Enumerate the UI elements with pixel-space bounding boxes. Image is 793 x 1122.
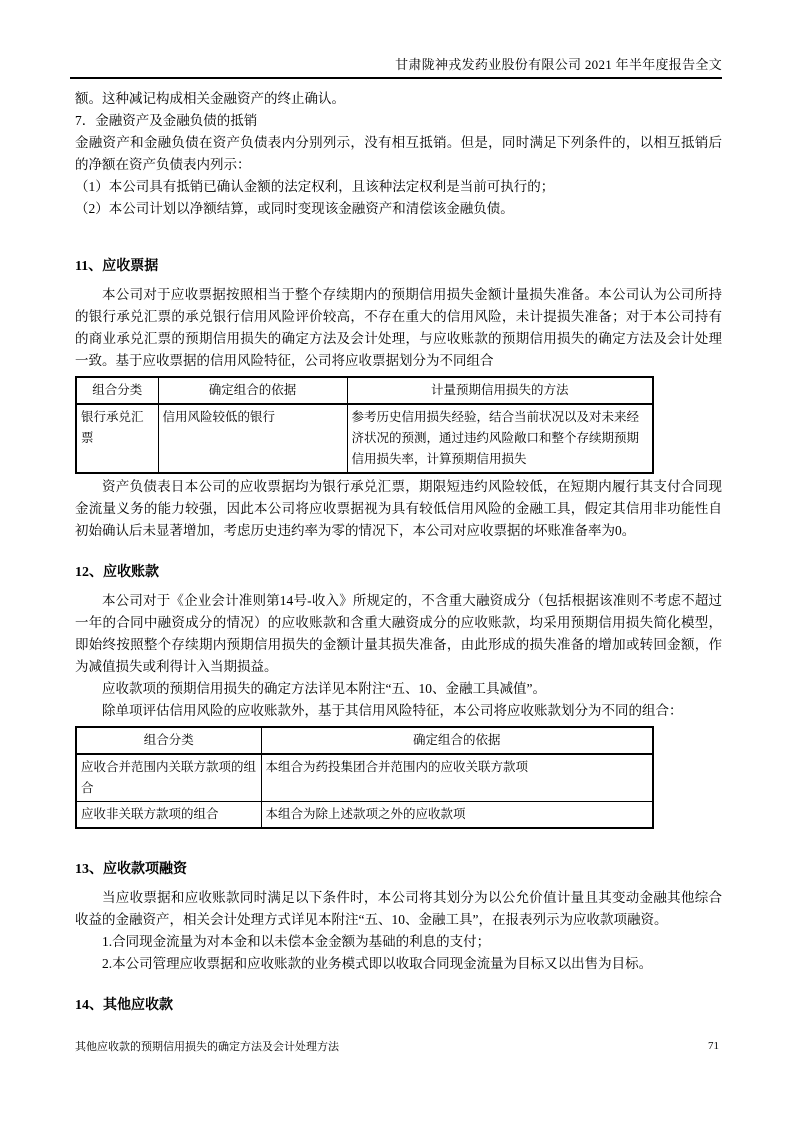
section-heading-receivables-financing: 13、应收款项融资 (75, 862, 187, 877)
offset-condition-1: （1）本公司具有抵销已确认金额的法定权利，且该种法定权利是当前可执行的； (75, 179, 555, 194)
table-cell-basis: 本组合为药投集团合并范围内的应收关联方款项 (261, 754, 653, 802)
page-number: 71 (708, 1040, 719, 1052)
table-header-cell-portfolio-basis: 确定组合的依据 (261, 727, 653, 754)
table-row-bank-acceptance (76, 404, 653, 473)
table-header-row (76, 377, 653, 404)
table-header-cell-portfolio-category: 组合分类 (76, 377, 158, 404)
table-cell-category: 银行承兑汇票 (76, 404, 158, 473)
table-cell-method: 参考历史信用损失经验，结合当前状况以及对未来经济状况的预测，通过违约风险敞口和整个存续期预期信用损失率，计算预期信用损失 (347, 404, 653, 473)
notes-receivable-paragraph-2: 资产负债表日本公司的应收票据均为银行承兑汇票，期限短违约风险较低，在短期内履行其支付合同现金流量义务的能力较强，因此本公司将应收票据视为具有较低信用风险的金融工具，假定其信用非功能性自初始确认后未显著增加，考虑历史违约率为零的情况下，本公司对应收票据的坏账准备率为0。 (75, 479, 722, 538)
table-header-cell-portfolio-category: 组合分类 (76, 727, 261, 754)
table-cell-basis: 信用风险较低的银行 (158, 404, 347, 473)
paragraph-offset-rule: 金融资产和金融负债在资产负债表内分别列示，没有相互抵销。但是，同时满足下列条件的，以相互抵销后的净额在资产负债表内列示： (75, 135, 722, 172)
table-header-cell-ecl-method: 计量预期信用损失的方法 (347, 377, 653, 404)
other-receivables-subline: 其他应收款的预期信用损失的确定方法及会计处理方法 (75, 1041, 339, 1053)
report-header-title: 甘肃陇神戎发药业股份有限公司 2021 年半年度报告全文 (395, 57, 722, 72)
table-cell-category: 应收非关联方款项的组合 (76, 802, 261, 829)
table-cell-category: 应收合并范围内关联方款项的组合 (76, 754, 261, 802)
accounts-receivable-portfolio-table (75, 726, 654, 829)
table-cell-basis: 本组合为除上述款项之外的应收款项 (261, 802, 653, 829)
section-heading-accounts-receivable: 12、应收账款 (75, 565, 159, 580)
notes-receivable-paragraph-1: 本公司对于应收票据按照相当于整个存续期内的预期信用损失金额计量损失准备。本公司认为公司所持的银行承兑汇票的承兑银行信用风险评价较高，不存在重大的信用风险，未计提损失准备；对于本公司持有的商业承兑汇票的预期信用损失的确定方法及会计处理，与应收账款的预期信用损失的确定方法及会计处理一致。基于应收票据的信用风险特征，公司将应收票据划分为不同组合 (75, 287, 722, 368)
accounts-receivable-paragraph-2: 应收款项的预期信用损失的确定方法详见本附注“五、10、金融工具减值”。 (102, 681, 546, 696)
table-header-cell-portfolio-basis: 确定组合的依据 (158, 377, 347, 404)
subsection-7-title: 7．金融资产及金融负债的抵销 (75, 113, 258, 128)
table-header-row (76, 727, 653, 754)
receivables-financing-paragraph-1: 当应收票据和应收账款同时满足以下条件时，本公司将其划分为以公允价值计量且其变动金融其他综合收益的金融资产，相关会计处理方式详见本附注“五、10、金融工具”，在报表列示为应收款项融资。 (75, 890, 722, 927)
receivables-financing-condition-1: 1.合同现金流量为对本金和以未偿本金金额为基础的利息的支付； (102, 934, 491, 949)
paragraph-continuation: 额。这种减记构成相关金融资产的终止确认。 (75, 91, 345, 106)
offset-condition-2: （2）本公司计划以净额结算，或同时变现该金融资产和清偿该金融负债。 (75, 201, 514, 216)
accounts-receivable-paragraph-1: 本公司对于《企业会计准则第14号-收入》所规定的，不含重大融资成分（包括根据该准则不考虑不超过一年的合同中融资成分的情况）的应收账款和含重大融资成分的应收账款，均采用预期信用损失简化模型，即始终按照整个存续期内预期信用损失的金额计量其损失准备，由此形成的损失准备的增加或转回金额，作为减值损失或利得计入当期损益。 (75, 593, 722, 674)
header-divider-line (70, 77, 722, 79)
table-row-related-party (76, 754, 653, 802)
section-heading-other-receivables: 14、其他应收款 (75, 998, 173, 1013)
notes-receivable-portfolio-table (75, 376, 654, 474)
page-content (75, 88, 722, 1055)
table-row-non-related-party (76, 802, 653, 829)
receivables-financing-condition-2: 2.本公司管理应收票据和应收账款的业务模式即以收取合同现金流量为目标又以出售为目标。 (102, 956, 653, 971)
accounts-receivable-paragraph-3: 除单项评估信用风险的应收账款外，基于其信用风险特征，本公司将应收账款划分为不同的组合： (102, 703, 683, 718)
section-heading-notes-receivable: 11、应收票据 (75, 259, 159, 274)
